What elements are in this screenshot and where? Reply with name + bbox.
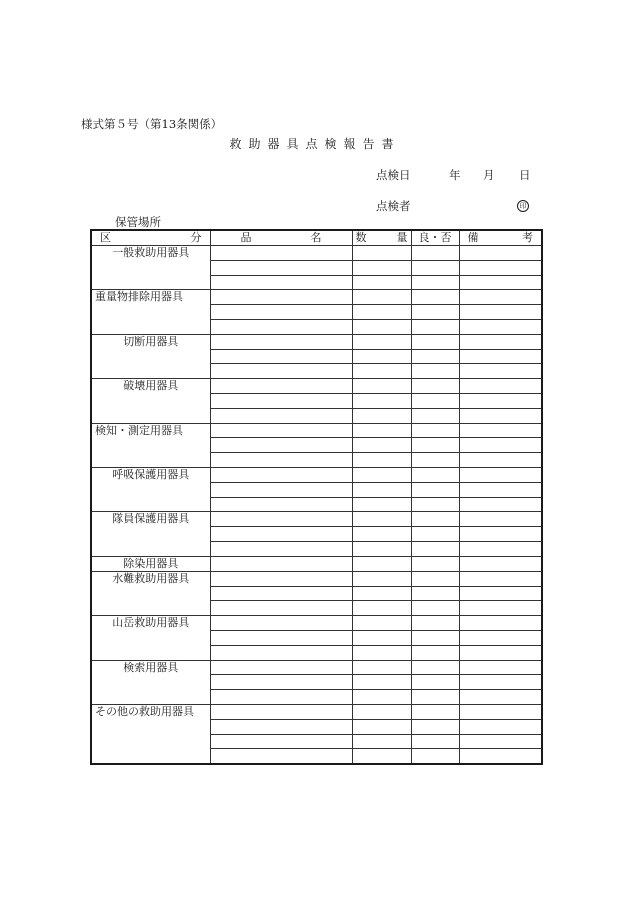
quantity-cell[interactable] [352, 260, 411, 275]
item-name-cell[interactable] [210, 541, 352, 556]
table-row [91, 379, 542, 394]
condition-cell[interactable] [411, 349, 459, 364]
quantity-cell[interactable] [352, 497, 411, 512]
quantity-cell[interactable] [352, 364, 411, 379]
item-name-cell[interactable] [210, 334, 352, 349]
condition-cell[interactable] [411, 275, 459, 290]
item-name-cell[interactable] [210, 675, 352, 690]
condition-cell[interactable] [411, 379, 459, 394]
condition-cell[interactable] [411, 556, 459, 571]
condition-cell[interactable] [411, 660, 459, 675]
quantity-cell[interactable] [352, 305, 411, 320]
table-row [91, 512, 542, 527]
quantity-cell[interactable] [352, 749, 411, 764]
remarks-cell[interactable] [459, 393, 542, 408]
condition-cell[interactable] [411, 290, 459, 305]
condition-cell[interactable] [411, 467, 459, 482]
remarks-cell[interactable] [459, 497, 542, 512]
table-row [91, 467, 542, 482]
header-item-name [210, 230, 352, 246]
remarks-cell[interactable] [459, 586, 542, 601]
item-name-cell[interactable] [210, 630, 352, 645]
quantity-cell[interactable] [352, 349, 411, 364]
condition-cell[interactable] [411, 497, 459, 512]
remarks-cell[interactable] [459, 438, 542, 453]
item-name-cell[interactable] [210, 260, 352, 275]
item-name-cell[interactable] [210, 408, 352, 423]
item-name-cell[interactable] [210, 690, 352, 705]
remarks-cell[interactable] [459, 556, 542, 571]
quantity-cell[interactable] [352, 275, 411, 290]
remarks-cell[interactable] [459, 571, 542, 586]
remarks-cell[interactable] [459, 749, 542, 764]
item-name-cell[interactable] [210, 467, 352, 482]
quantity-cell[interactable] [352, 556, 411, 571]
quantity-cell[interactable] [352, 601, 411, 616]
item-name-cell[interactable] [210, 749, 352, 764]
quantity-cell[interactable] [352, 690, 411, 705]
quantity-cell[interactable] [352, 467, 411, 482]
condition-cell[interactable] [411, 527, 459, 542]
item-name-cell[interactable] [210, 556, 352, 571]
item-name-cell[interactable] [210, 423, 352, 438]
item-name-cell[interactable] [210, 734, 352, 749]
category-cell: 隊員保護用器具 [91, 512, 210, 556]
item-name-cell[interactable] [210, 616, 352, 631]
category-cell: 水難救助用器具 [91, 571, 210, 615]
item-name-cell[interactable] [210, 319, 352, 334]
remarks-cell[interactable] [459, 690, 542, 705]
item-name-cell[interactable] [210, 527, 352, 542]
category-cell: 切断用器具 [91, 334, 210, 378]
remarks-cell[interactable] [459, 734, 542, 749]
condition-cell[interactable] [411, 645, 459, 660]
quantity-cell[interactable] [352, 379, 411, 394]
table-header-row [91, 230, 542, 246]
remarks-cell[interactable] [459, 275, 542, 290]
condition-cell[interactable] [411, 630, 459, 645]
table-row [91, 290, 542, 305]
header-quantity-char-2: 量 [396, 231, 408, 244]
table-row [91, 704, 542, 719]
condition-cell[interactable] [411, 260, 459, 275]
category-cell: 除染用器具 [91, 556, 210, 571]
remarks-cell[interactable] [459, 246, 542, 261]
condition-cell[interactable] [411, 246, 459, 261]
header-category [91, 230, 210, 246]
item-name-cell[interactable] [210, 601, 352, 616]
condition-cell[interactable] [411, 408, 459, 423]
remarks-cell[interactable] [459, 423, 542, 438]
category-cell: 一般救助用器具 [91, 246, 210, 290]
quantity-cell[interactable] [352, 319, 411, 334]
remarks-cell[interactable] [459, 630, 542, 645]
condition-cell[interactable] [411, 438, 459, 453]
item-name-cell[interactable] [210, 305, 352, 320]
quantity-cell[interactable] [352, 571, 411, 586]
condition-cell[interactable] [411, 675, 459, 690]
remarks-cell[interactable] [459, 541, 542, 556]
table-body [91, 246, 542, 764]
category-cell: 破壊用器具 [91, 379, 210, 423]
category-cell: 山岳救助用器具 [91, 616, 210, 660]
quantity-cell[interactable] [352, 586, 411, 601]
remarks-cell[interactable] [459, 319, 542, 334]
quantity-cell[interactable] [352, 453, 411, 468]
remarks-cell[interactable] [459, 601, 542, 616]
quantity-cell[interactable] [352, 290, 411, 305]
table-row [91, 423, 542, 438]
condition-cell[interactable] [411, 690, 459, 705]
condition-cell[interactable] [411, 423, 459, 438]
quantity-cell[interactable] [352, 246, 411, 261]
item-name-cell[interactable] [210, 586, 352, 601]
condition-cell[interactable] [411, 482, 459, 497]
category-cell: 呼吸保護用器具 [91, 467, 210, 511]
remarks-cell[interactable] [459, 305, 542, 320]
remarks-cell[interactable] [459, 467, 542, 482]
table-row [91, 556, 542, 571]
table-row [91, 334, 542, 349]
header-item-name-char-2: 名 [310, 231, 322, 244]
header-item-name-char-1: 品 [240, 231, 252, 244]
remarks-cell[interactable] [459, 512, 542, 527]
quantity-cell[interactable] [352, 408, 411, 423]
document-title: 救助器具点検報告書 [229, 137, 401, 151]
quantity-cell[interactable] [352, 675, 411, 690]
item-name-cell[interactable] [210, 453, 352, 468]
condition-cell[interactable] [411, 704, 459, 719]
item-name-cell[interactable] [210, 379, 352, 394]
quantity-cell[interactable] [352, 630, 411, 645]
remarks-cell[interactable] [459, 660, 542, 675]
category-cell: 検知・測定用器具 [91, 423, 210, 467]
condition-cell[interactable] [411, 305, 459, 320]
quantity-cell[interactable] [352, 719, 411, 734]
header-remarks-char-2: 考 [522, 231, 533, 244]
quantity-cell[interactable] [352, 645, 411, 660]
header-quantity-char-1: 数 [355, 231, 367, 244]
quantity-cell[interactable] [352, 660, 411, 675]
header-quantity [352, 230, 411, 246]
inspector-label: 点検者 [376, 199, 411, 213]
remarks-cell[interactable] [459, 645, 542, 660]
item-name-cell[interactable] [210, 246, 352, 261]
condition-cell[interactable] [411, 364, 459, 379]
remarks-cell[interactable] [459, 290, 542, 305]
form-number: 様式第５号（第13条関係） [81, 117, 223, 131]
condition-cell[interactable] [411, 734, 459, 749]
quantity-cell[interactable] [352, 704, 411, 719]
quantity-cell[interactable] [352, 334, 411, 349]
condition-cell[interactable] [411, 453, 459, 468]
remarks-cell[interactable] [459, 482, 542, 497]
condition-cell[interactable] [411, 586, 459, 601]
remarks-cell[interactable] [459, 349, 542, 364]
header-category-char-2: 分 [190, 231, 202, 244]
item-name-cell[interactable] [210, 438, 352, 453]
item-name-cell[interactable] [210, 364, 352, 379]
item-name-cell[interactable] [210, 645, 352, 660]
condition-cell[interactable] [411, 334, 459, 349]
item-name-cell[interactable] [210, 275, 352, 290]
remarks-cell[interactable] [459, 719, 542, 734]
category-cell: 検索用器具 [91, 660, 210, 704]
item-name-cell[interactable] [210, 393, 352, 408]
condition-cell[interactable] [411, 512, 459, 527]
quantity-cell[interactable] [352, 541, 411, 556]
table-row [91, 246, 542, 261]
quantity-cell[interactable] [352, 423, 411, 438]
item-name-cell[interactable] [210, 349, 352, 364]
remarks-cell[interactable] [459, 616, 542, 631]
table-row [91, 660, 542, 675]
item-name-cell[interactable] [210, 719, 352, 734]
header-remarks-char-1: 備 [467, 231, 479, 244]
category-cell: 重量物排除用器具 [91, 290, 210, 334]
quantity-cell[interactable] [352, 482, 411, 497]
remarks-cell[interactable] [459, 334, 542, 349]
condition-cell[interactable] [411, 393, 459, 408]
item-name-cell[interactable] [210, 571, 352, 586]
condition-cell[interactable] [411, 616, 459, 631]
header-condition: 良・否 [411, 230, 459, 246]
category-cell: その他の救助用器具 [91, 704, 210, 763]
header-remarks [459, 230, 542, 246]
quantity-cell[interactable] [352, 512, 411, 527]
condition-cell[interactable] [411, 541, 459, 556]
condition-cell[interactable] [411, 319, 459, 334]
quantity-cell[interactable] [352, 438, 411, 453]
quantity-cell[interactable] [352, 393, 411, 408]
quantity-cell[interactable] [352, 616, 411, 631]
item-name-cell[interactable] [210, 497, 352, 512]
condition-cell[interactable] [411, 571, 459, 586]
item-name-cell[interactable] [210, 704, 352, 719]
storage-location-label: 保管場所 [115, 215, 161, 229]
remarks-cell[interactable] [459, 379, 542, 394]
item-name-cell[interactable] [210, 482, 352, 497]
remarks-cell[interactable] [459, 364, 542, 379]
remarks-cell[interactable] [459, 260, 542, 275]
day-label: 日 [519, 168, 531, 182]
item-name-cell[interactable] [210, 660, 352, 675]
header-category-char-1: 区 [100, 231, 111, 244]
item-name-cell[interactable] [210, 512, 352, 527]
inspection-date-label: 点検日 [376, 168, 411, 182]
item-name-cell[interactable] [210, 290, 352, 305]
quantity-cell[interactable] [352, 527, 411, 542]
table-row [91, 616, 542, 631]
condition-cell[interactable] [411, 749, 459, 764]
seal-icon: 印 [517, 200, 529, 212]
remarks-cell[interactable] [459, 527, 542, 542]
remarks-cell[interactable] [459, 408, 542, 423]
table-row [91, 571, 542, 586]
month-label: 月 [483, 168, 495, 182]
inspection-report-table [90, 229, 543, 765]
remarks-cell[interactable] [459, 704, 542, 719]
condition-cell[interactable] [411, 601, 459, 616]
remarks-cell[interactable] [459, 453, 542, 468]
year-label: 年 [449, 168, 461, 182]
condition-cell[interactable] [411, 719, 459, 734]
quantity-cell[interactable] [352, 734, 411, 749]
remarks-cell[interactable] [459, 675, 542, 690]
